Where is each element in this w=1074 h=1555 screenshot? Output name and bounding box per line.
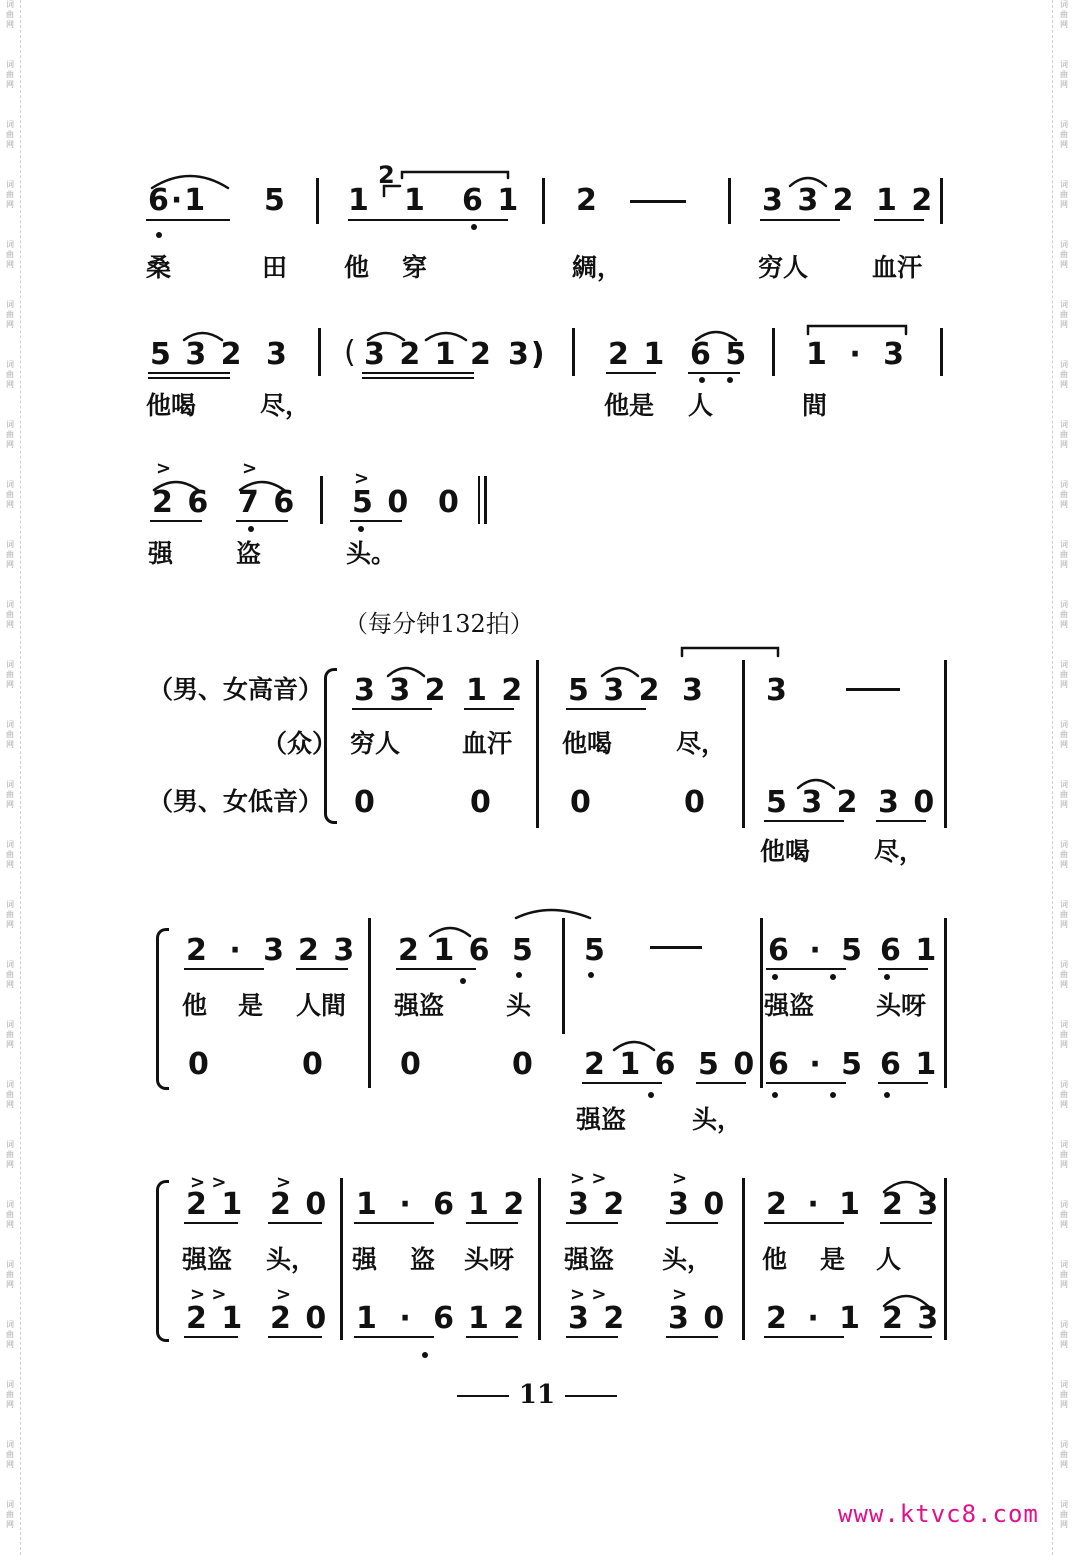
lyric: 盗 [410, 1245, 436, 1274]
note: 1 2 [876, 183, 935, 218]
lyric: 头呀 [464, 1245, 515, 1274]
lyric: 血汗 [462, 729, 513, 758]
note: 3 3 2 [762, 183, 856, 218]
watermark-text: 词 曲 网 [1060, 1140, 1068, 1169]
lyric: 强盗 [182, 1245, 233, 1274]
accent-mark: > > [190, 1284, 227, 1305]
watermark-text: 词 曲 网 [6, 720, 14, 749]
watermark-text: 词 曲 网 [1060, 60, 1068, 89]
note: 6 1 [462, 183, 521, 218]
watermark-text: 词 曲 网 [6, 1200, 14, 1229]
watermark-text: 词 曲 网 [6, 1260, 14, 1289]
rest: 0 [684, 785, 707, 820]
note: 5 3 2 [766, 785, 860, 820]
watermark-text: 词 曲 网 [1060, 1320, 1068, 1349]
lyric: 穷人 [758, 253, 809, 282]
note: 1 2 [468, 1301, 527, 1336]
note: 1 · 6 [356, 1301, 461, 1336]
note: 1 2 [468, 1187, 527, 1222]
watermark-text: 词 曲 网 [1060, 1200, 1068, 1229]
watermark-text: 词 曲 网 [6, 300, 14, 329]
watermark-text: 词 曲 网 [6, 960, 14, 989]
voice-label-low: （男、女低音） [148, 787, 324, 816]
accent-mark: > [276, 1172, 292, 1193]
rest: 0 [400, 1047, 423, 1082]
lyric: 他 [344, 253, 370, 282]
watermark-text: 词 曲 网 [1060, 180, 1068, 209]
note: 3 3 2 [354, 673, 448, 708]
lyric: 尽， [260, 391, 311, 420]
note: 6 1 [880, 933, 939, 968]
rest: 0 [512, 1047, 535, 1082]
accent-mark: > [156, 458, 172, 479]
accent-mark: > [276, 1284, 292, 1305]
note: 2 · 3 [186, 933, 291, 968]
watermark-text: 词 曲 网 [1060, 1440, 1068, 1469]
note: 1 · 3 [806, 337, 911, 372]
lyric: 头。 [346, 539, 397, 568]
note: 2 3 [298, 933, 357, 968]
watermark-text: 词 曲 网 [6, 1020, 14, 1049]
note: 5 3 2 [568, 673, 662, 708]
note: 7 6 [238, 485, 297, 520]
lyric: 是 [238, 991, 264, 1020]
watermark-text: 词 曲 网 [6, 900, 14, 929]
accent-mark: > [672, 1284, 688, 1305]
watermark-text: 词 曲 网 [1060, 1020, 1068, 1049]
voice-label-chorus: （众） [262, 729, 338, 758]
watermark-text: 词 曲 网 [1060, 960, 1068, 989]
note: 3 2 [568, 1301, 627, 1336]
note: 3 [266, 337, 289, 372]
watermark-text: 词 曲 网 [6, 240, 14, 269]
watermark-text: 词 曲 网 [1060, 360, 1068, 389]
watermark-text: 词 曲 网 [6, 660, 14, 689]
lyric: 头呀 [876, 991, 927, 1020]
lyric: 他是 [604, 391, 655, 420]
watermark-text: 词 曲 网 [1060, 1260, 1068, 1289]
note: 3 0 [668, 1187, 727, 1222]
grace-note: 2 [378, 161, 397, 189]
note: 5 3 2 [150, 337, 244, 372]
note: 1 [404, 183, 427, 218]
watermark-text: 词 曲 网 [1060, 720, 1068, 749]
note: 1 · 6 [356, 1187, 461, 1222]
note: 0 [438, 485, 461, 520]
note: 1 [348, 183, 371, 218]
lyric: 穿 [402, 253, 428, 282]
watermark-text: 词 曲 网 [1060, 1080, 1068, 1109]
accent-mark: > > [570, 1168, 607, 1189]
lyric: 头 [506, 991, 532, 1020]
note: 5 0 [698, 1047, 757, 1082]
note: 2 3 [882, 1301, 941, 1336]
lyric: 头， [662, 1245, 713, 1274]
watermark-text: 词 曲 网 [6, 1440, 14, 1469]
paren: ( [344, 335, 358, 370]
watermark-text: 词 曲 网 [6, 60, 14, 89]
note: 2 1 6 [398, 933, 492, 968]
watermark-text: 词 曲 网 [1060, 480, 1068, 509]
accent-mark: > [354, 468, 370, 489]
note: 2 [576, 183, 599, 218]
watermark-text: 词 曲 网 [6, 600, 14, 629]
note: 2 0 [270, 1301, 329, 1336]
note: 3 0 [878, 785, 937, 820]
lyric: 强盗 [564, 1245, 615, 1274]
note: 3 [766, 673, 789, 708]
watermark-text: 词 曲 网 [6, 360, 14, 389]
lyric: 人間 [296, 991, 347, 1020]
watermark-text: 词 曲 网 [6, 1380, 14, 1409]
watermark-text: 词 曲 网 [6, 540, 14, 569]
lyric: 血汗 [872, 253, 923, 282]
lyric: 强盗 [576, 1105, 627, 1134]
watermark-text: 词 曲 网 [6, 420, 14, 449]
note: 3 2 [568, 1187, 627, 1222]
accent-mark: > [672, 1168, 688, 1189]
note: 3 0 [668, 1301, 727, 1336]
watermark-text: 词 曲 网 [1060, 540, 1068, 569]
lyric: 綢， [572, 253, 623, 282]
watermark-text: 词 曲 网 [1060, 1380, 1068, 1409]
note: 6 · 5 [768, 1047, 868, 1082]
site-watermark[interactable]: www.ktvc8.com [838, 1500, 1039, 1528]
accent-mark: > > [570, 1284, 607, 1305]
accent-mark: > [242, 458, 258, 479]
watermark-text: 词 曲 网 [1060, 420, 1068, 449]
note: 2 6 [152, 485, 211, 520]
watermark-text: 词 曲 网 [6, 1500, 14, 1529]
note: 2 · 1 [766, 1301, 866, 1336]
lyric: 他 [762, 1245, 788, 1274]
rest: 0 [188, 1047, 211, 1082]
watermark-text: 词 曲 网 [6, 780, 14, 809]
note: 2 1 6 [584, 1047, 678, 1082]
note: 5 0 [352, 485, 411, 520]
tempo-marking: （每分钟132拍） [344, 610, 534, 638]
lyric: 他喝 [146, 391, 197, 420]
note: 3 [682, 673, 705, 708]
watermark-text: 词 曲 网 [1060, 780, 1068, 809]
watermark-text: 词 曲 网 [1060, 120, 1068, 149]
watermark-text: 词 曲 网 [6, 120, 14, 149]
watermark-text: 词 曲 网 [6, 480, 14, 509]
watermark-text: 词 曲 网 [1060, 0, 1068, 29]
note: 6 5 [690, 337, 749, 372]
note: 2 1 [186, 1301, 245, 1336]
lyric: 强 [148, 539, 174, 568]
watermark-text: 词 曲 网 [6, 840, 14, 869]
note: 2 3 [882, 1187, 941, 1222]
note: 5 [264, 183, 287, 218]
page-number: 11 [0, 1380, 1074, 1410]
note: 3 2 1 2 [364, 337, 493, 372]
watermark-text: 词 曲 网 [1060, 900, 1068, 929]
lyric: 强 [352, 1245, 378, 1274]
lyric: 头， [692, 1105, 743, 1134]
lyric: 桑 [146, 253, 172, 282]
lyric: 田 [262, 253, 288, 282]
note: 2 1 [608, 337, 667, 372]
watermark-text: 词 曲 网 [1060, 840, 1068, 869]
note: 2 0 [270, 1187, 329, 1222]
watermark-text: 词 曲 网 [1060, 660, 1068, 689]
lyric: 人 [876, 1245, 902, 1274]
note: 3) [508, 337, 547, 372]
watermark-text: 词 曲 网 [6, 1140, 14, 1169]
rest: 0 [470, 785, 493, 820]
accent-mark: > > [190, 1172, 227, 1193]
watermark-text: 词 曲 网 [6, 0, 14, 29]
rest: 0 [354, 785, 377, 820]
lyric: 他 [182, 991, 208, 1020]
lyric: 間 [802, 391, 828, 420]
lyric: 头， [266, 1245, 317, 1274]
rest: 0 [570, 785, 593, 820]
note: 5 [512, 933, 535, 968]
voice-label-high: （男、女高音） [148, 675, 324, 704]
watermark-text: 词 曲 网 [6, 1080, 14, 1109]
lyric: 强盗 [394, 991, 445, 1020]
lyric: 盗 [236, 539, 262, 568]
note: 2 · 1 [766, 1187, 866, 1222]
note: 5 [584, 933, 607, 968]
note: 6·1 [148, 183, 208, 218]
note: 2 1 [186, 1187, 245, 1222]
watermark-text: 词 曲 网 [1060, 1500, 1068, 1529]
watermark-text: 词 曲 网 [1060, 600, 1068, 629]
note: 6 · 5 [768, 933, 868, 968]
watermark-text: 词 曲 网 [1060, 240, 1068, 269]
lyric: 他喝 [562, 729, 613, 758]
watermark-text: 词 曲 网 [6, 180, 14, 209]
lyric: 强盗 [764, 991, 815, 1020]
rest: 0 [302, 1047, 325, 1082]
lyric: 人 [688, 391, 714, 420]
lyric: 穷人 [350, 729, 401, 758]
watermark-text: 词 曲 网 [6, 1320, 14, 1349]
note: 1 2 [466, 673, 525, 708]
lyric: 尽， [676, 729, 727, 758]
note: 6 1 [880, 1047, 939, 1082]
lyric: 尽， [874, 837, 925, 866]
lyric: 是 [820, 1245, 846, 1274]
lyric: 他喝 [760, 837, 811, 866]
watermark-text: 词 曲 网 [1060, 300, 1068, 329]
